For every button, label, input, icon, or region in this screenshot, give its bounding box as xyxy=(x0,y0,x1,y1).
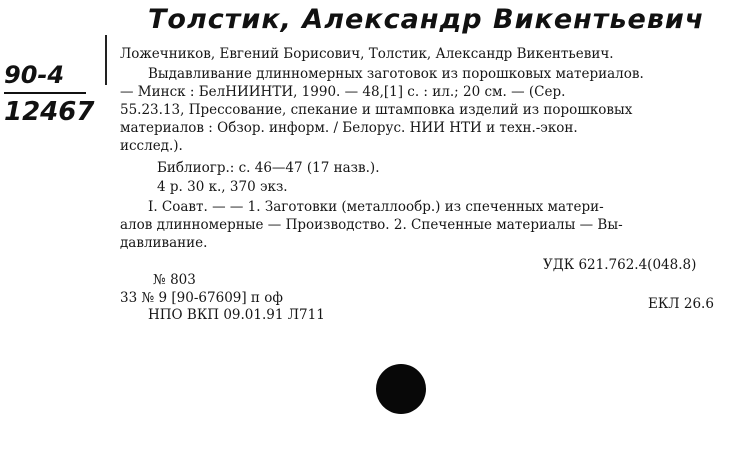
catalog-line: 33 № 9 [90-67609] п оф xyxy=(120,290,283,306)
npo-line: НПО ВКП 09.01.91 Л711 xyxy=(148,307,325,323)
punch-hole xyxy=(376,364,426,414)
title-line-2: — Минск : БелНИИНТИ, 1990. — 48,[1] с. : ил.; 20 см. — (Сер. xyxy=(120,84,566,100)
title-line-3: 55.23.13, Прессование, спекание и штамповка изделий из порошковых xyxy=(120,102,633,118)
title-line-1: Выдавливание длинномерных заготовок из порошковых материалов. xyxy=(148,66,644,82)
authors-line: Ложечников, Евгений Борисович, Толстик, Александр Викентьевич. xyxy=(120,46,614,62)
call-number-top: 90-4 xyxy=(4,61,65,89)
title-line-5: исслед.). xyxy=(120,138,183,154)
subject-line-2: алов длинномерные — Производство. 2. Спеченные материалы — Вы- xyxy=(120,217,623,233)
handwritten-heading: Толстик, Александр Викентьевич xyxy=(148,4,705,35)
udk-line: УДК 621.762.4(048.8) xyxy=(543,257,697,273)
subject-line-1: I. Соавт. — — 1. Заготовки (металлообр.) из спеченных матери- xyxy=(148,199,604,215)
price-line: 4 р. 30 к., 370 экз. xyxy=(157,179,288,195)
call-number xyxy=(4,62,94,126)
record-number: № 803 xyxy=(153,272,196,288)
call-number-bottom: 12467 xyxy=(4,97,95,127)
call-number-divider xyxy=(4,92,86,94)
margin-mark xyxy=(105,35,107,85)
ekl-line: ЕКЛ 26.6 xyxy=(648,296,714,312)
title-line-4: материалов : Обзор. информ. / Белорус. НИИ НТИ и техн.-экон. xyxy=(120,120,578,136)
bibliography-line: Библиогр.: с. 46—47 (17 назв.). xyxy=(157,160,380,176)
subject-line-3: давливание. xyxy=(120,235,208,251)
